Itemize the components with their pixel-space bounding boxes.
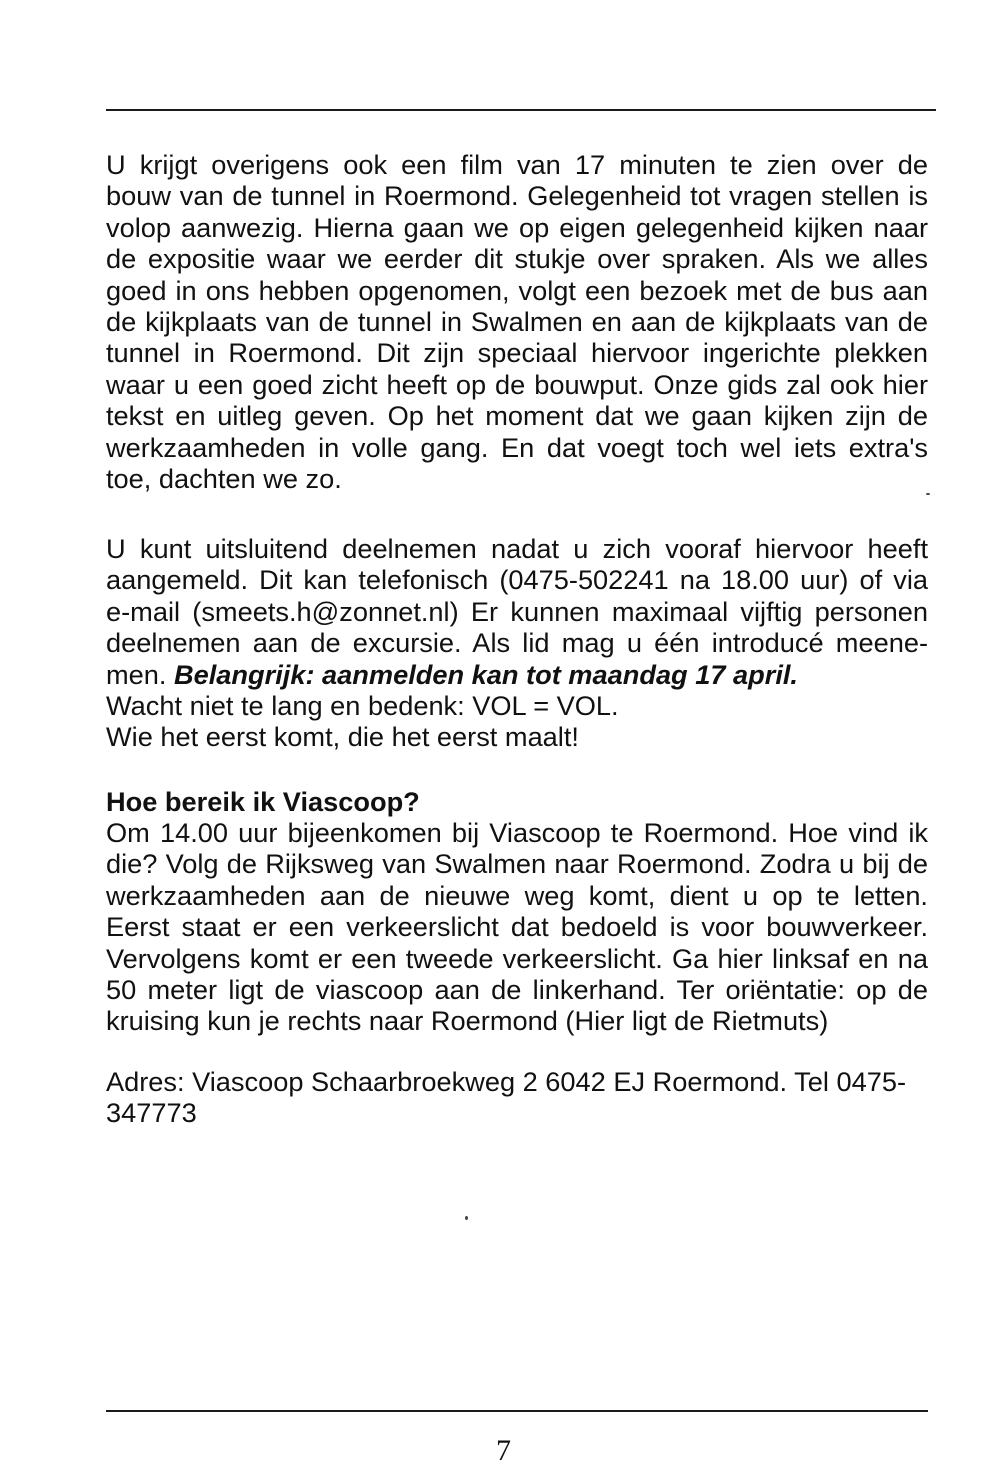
text-line: bouw van de tunnel in Roermond. Gelegenheid tot vragen stellen is xyxy=(106,180,928,212)
section-heading: Hoe bereik ik Viascoop? xyxy=(106,786,420,817)
text-line: tekst en uitleg geven. Op het moment dat we gaan kijken zijn de xyxy=(106,400,928,432)
address-line: 347773 xyxy=(106,1097,197,1129)
text-line: tunnel in Roermond. Dit zijn speciaal hiervoor ingerichte plekken xyxy=(106,337,928,369)
address-line: Adres: Viascoop Schaarbroekweg 2 6042 EJ Roermond. Tel 0475- xyxy=(106,1066,906,1097)
text-line: aangemeld. Dit kan telefonisch (0475-502241 na 18.00 uur) of via xyxy=(106,564,928,596)
text-line: werkzaamheden aan de nieuwe weg komt, dient u op te letten. xyxy=(106,879,928,911)
text-line xyxy=(106,659,928,690)
text-line: Om 14.00 uur bijeenkomen bij Viascoop te Roermond. Hoe vind ik xyxy=(106,817,928,848)
text-line: U krijgt overigens ook een film van 17 minuten te zien over de xyxy=(106,149,928,180)
registration-deadline: Belangrijk: aanmelden kan tot maandag 17 april. xyxy=(174,658,798,690)
paragraph-film-and-visit xyxy=(106,149,928,494)
text-run: men. xyxy=(106,658,174,690)
text-line: Eerst staat er een verkeerslicht dat bedoeld is voor bouwverkeer. xyxy=(106,911,928,943)
text-line: toe, dachten we zo. xyxy=(106,463,342,495)
text-line: waar u een goed zicht heeft op de bouwput. Onze gids zal ook hier xyxy=(106,368,928,400)
text-line: U kunt uitsluitend deelnemen nadat u zich vooraf hiervoor heeft xyxy=(106,533,928,564)
text-line: e-mail (smeets.h@zonnet.nl) Er kunnen maximaal vijftig personen xyxy=(106,595,928,627)
paragraph-registration xyxy=(106,533,928,753)
text-line: goed in ons hebben opgenomen, volgt een bezoek met de bus aan xyxy=(106,274,928,306)
text-line: volop aanwezig. Hierna gaan we op eigen gelegenheid kijken naar xyxy=(106,211,928,243)
text-line: de expositie waar we eerder dit stukje over spraken. Als we alles xyxy=(106,243,928,275)
text-line: Wie het eerst komt, die het eerst maalt! xyxy=(106,721,579,753)
scan-speck xyxy=(465,1216,468,1220)
top-rule xyxy=(106,109,936,111)
text-line: deelnemen aan de excursie. Als lid mag u één introducé meene- xyxy=(106,627,928,659)
bottom-rule xyxy=(106,1410,928,1412)
text-line: werkzaamheden in volle gang. En dat voegt toch wel iets extra's xyxy=(106,431,928,463)
text-line: die? Volg de Rijksweg van Swalmen naar Roermond. Zodra u bij de xyxy=(106,848,928,880)
page-number: 7 xyxy=(496,1434,511,1467)
text-line: Vervolgens komt er een tweede verkeerslicht. Ga hier linksaf en na xyxy=(106,942,928,974)
text-line: 50 meter ligt de viascoop aan de linkerhand. Ter oriëntatie: op de xyxy=(106,974,928,1006)
text-line: kruising kun je rechts naar Roermond (Hier ligt de Rietmuts) xyxy=(106,1005,829,1037)
text-line: de kijkplaats van de tunnel in Swalmen en aan de kijkplaats van de xyxy=(106,306,928,338)
scan-speck xyxy=(926,493,930,495)
text-line: Wacht niet te lang en bedenk: VOL = VOL. xyxy=(106,690,619,722)
address-block xyxy=(106,1066,928,1129)
paragraph-directions xyxy=(106,817,928,1037)
